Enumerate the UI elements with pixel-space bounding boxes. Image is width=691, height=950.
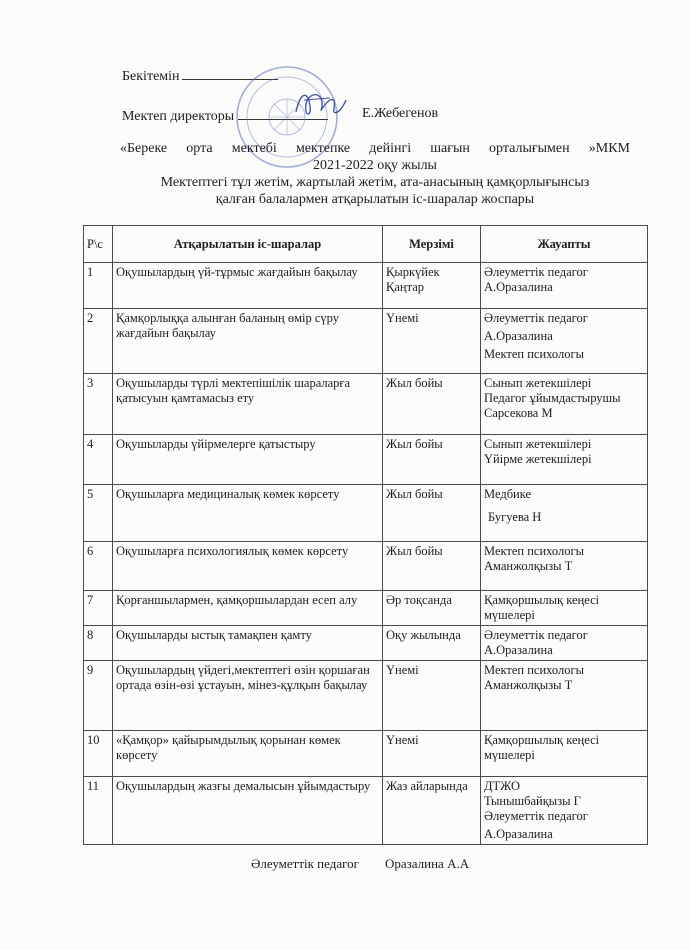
row-number: 11 — [84, 777, 113, 845]
row-activity: Оқушылардың үй-тұрмыс жағдайын бақылау — [113, 263, 383, 309]
row-responsible: Мектеп психологы Аманжолқызы Т — [481, 542, 648, 591]
row-activity: Оқушыларға психологиялық көмек көрсету — [113, 542, 383, 591]
row-number: 6 — [84, 542, 113, 591]
document-title — [120, 140, 630, 208]
row-term: Жыл бойы — [383, 435, 481, 485]
row-activity: «Қамқор» қайырымдылық қорынан көмек көрсету — [113, 731, 383, 777]
row-term: Үнемі — [383, 731, 481, 777]
row-term: Қыркүйек Қаңтар — [383, 263, 481, 309]
row-responsible: Сынып жетекшілері Үйірме жетекшілері — [481, 435, 648, 485]
row-number: 4 — [84, 435, 113, 485]
table-header-row — [84, 226, 648, 263]
title-school-name: «Береке орта мектебі мектепке дейінгі шағын орталығымен »МКМ — [120, 141, 630, 156]
row-responsible: Қамқоршылық кеңесі мүшелері — [481, 731, 648, 777]
row-number: 8 — [84, 626, 113, 661]
table-row — [84, 542, 648, 591]
row-term: Әр тоқсанда — [383, 591, 481, 626]
director-label: Мектеп директоры — [122, 109, 235, 124]
row-activity: Оқушылардың жазғы демалысын ұйымдастыру — [113, 777, 383, 845]
row-term: Жыл бойы — [383, 485, 481, 542]
row-responsible: Әлеуметтік педагог А.Оразалина Мектеп психологы — [481, 309, 648, 374]
row-responsible: Әлеуметтік педагог А.Оразалина — [481, 626, 648, 661]
row-number: 10 — [84, 731, 113, 777]
footer-signature — [251, 856, 469, 872]
title-plan-line2: қалған балалармен атқарылатын іс-шаралар жоспары — [215, 192, 535, 207]
row-activity: Оқушыларды түрлі мектепішілік шараларға қатысуын қамтамасыз ету — [113, 374, 383, 435]
row-number: 1 — [84, 263, 113, 309]
row-term: Үнемі — [383, 661, 481, 731]
table-row — [84, 591, 648, 626]
row-number: 9 — [84, 661, 113, 731]
table-row — [84, 485, 648, 542]
table-row — [84, 374, 648, 435]
table-row — [84, 661, 648, 731]
footer-name: Оразалина А.А — [384, 856, 470, 871]
table-row — [84, 309, 648, 374]
header-term: Мерзімі — [383, 226, 481, 263]
header-activity: Атқарылатын іс-шаралар — [113, 226, 383, 263]
row-responsible: Қамқоршылық кеңесі мүшелері — [481, 591, 648, 626]
title-plan-line1: Мектептегі тұл жетім, жартылай жетім, ата-анасының қамқорлығынсыз — [160, 175, 590, 190]
row-term: Жыл бойы — [383, 374, 481, 435]
row-activity: Оқушыларды үйірмелерге қатыстыру — [113, 435, 383, 485]
row-responsible: Медбике Бугуева Н — [481, 485, 648, 542]
row-activity: Қорғаншылармен, қамқоршылардан есеп алу — [113, 591, 383, 626]
row-responsible: Әлеуметтік педагог А.Оразалина — [481, 263, 648, 309]
header-responsible: Жауапты — [481, 226, 648, 263]
footer-role: Әлеуметтік педагог — [251, 856, 359, 871]
row-responsible: Сынып жетекшілері Педагог ұйымдастырушы Сарсекова М — [481, 374, 648, 435]
title-academic-year: 2021-2022 оқу жылы — [313, 158, 437, 173]
activity-plan-table — [83, 225, 648, 845]
row-activity: Оқушылардың үйдегі,мектептегі өзін қоршаған ортада өзін-өзі ұстауын, мінез-құлқын бақылау — [113, 661, 383, 731]
row-term: Оқу жылында — [383, 626, 481, 661]
row-activity: Оқушыларды ыстық тамақпен қамту — [113, 626, 383, 661]
approve-label: Бекітемін — [122, 69, 180, 84]
row-responsible: ДТЖО Тынышбайқызы Г Әлеуметтік педагог А.Оразалина — [481, 777, 648, 845]
row-activity: Қамқорлыққа алынған баланың өмір сүру жағдайын бақылау — [113, 309, 383, 374]
row-term: Жаз айларында — [383, 777, 481, 845]
row-number: 7 — [84, 591, 113, 626]
row-term: Үнемі — [383, 309, 481, 374]
row-term: Жыл бойы — [383, 542, 481, 591]
table-row — [84, 731, 648, 777]
table-row — [84, 777, 648, 845]
director-name: Е.Жебегенов — [362, 106, 439, 121]
table-row — [84, 263, 648, 309]
row-activity: Оқушыларға медициналық көмек көрсету — [113, 485, 383, 542]
row-number: 5 — [84, 485, 113, 542]
director-signature — [290, 84, 350, 124]
table-row — [84, 435, 648, 485]
table-row — [84, 626, 648, 661]
row-number: 3 — [84, 374, 113, 435]
header-number: Р\с — [84, 226, 113, 263]
row-number: 2 — [84, 309, 113, 374]
row-responsible: Мектеп психологы Аманжолқызы Т — [481, 661, 648, 731]
